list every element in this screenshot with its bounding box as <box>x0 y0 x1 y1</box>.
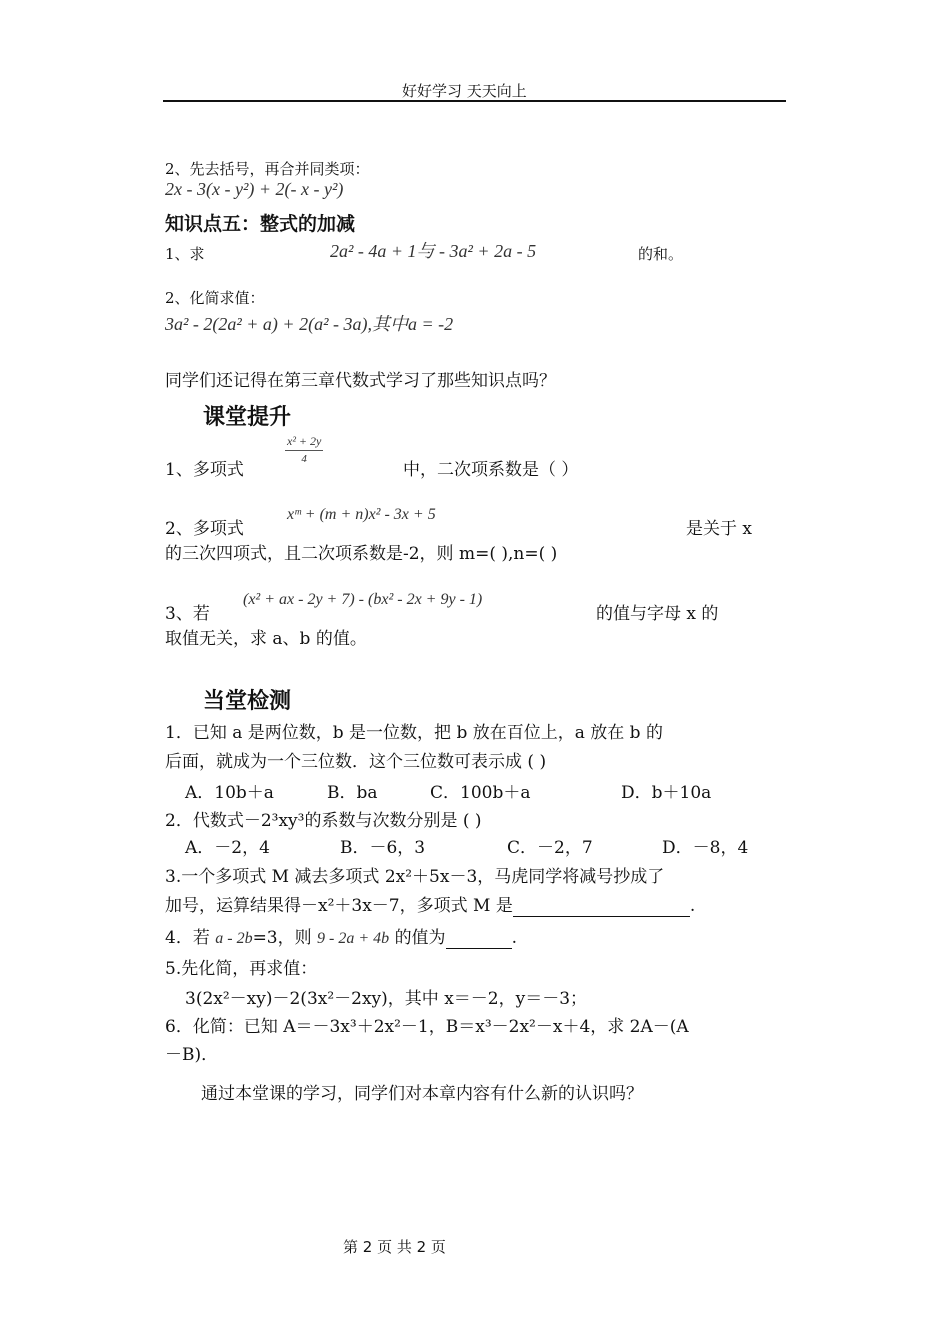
section5-heading: 知识点五：整式的加减 <box>165 213 356 235</box>
dt-q3-line2-text: 加号，运算结果得－x²＋3x－7，多项式 M 是 <box>165 896 513 916</box>
s5-item2-expression: 3a² - 2(2a² + a) + 2(a² - 3a),其中a = -2 <box>165 314 454 334</box>
kt-q2-suffix: 是关于 x <box>686 519 752 539</box>
kt-q3-suffix: 的值与字母 x 的 <box>596 604 719 624</box>
kt-q3-prefix: 3、若 <box>165 604 210 624</box>
kt-q2-line2: 的三次四项式，且二次项系数是-2，则 m=( ),n=( ) <box>165 544 558 564</box>
dt-q1-option-d: D．b＋10a <box>621 783 712 803</box>
dt-q4-mid: =3，则 <box>252 928 312 948</box>
dt-q1-option-b: B．ba <box>327 783 378 803</box>
ketang-heading: 课堂提升 <box>203 405 292 430</box>
closing-question: 通过本堂课的学习，同学们对本章内容有什么新的认识吗？ <box>201 1084 643 1104</box>
dt-q4-line <box>165 923 517 949</box>
dt-q2-line: 2．代数式－2³xy³的系数与次数分别是 ( ) <box>165 811 482 831</box>
s4-item2-expression: 2x - 3(x - y²) + 2(- x - y²) <box>165 179 344 199</box>
s5-item1-prefix: 1、求 <box>165 245 205 263</box>
s5-item1-suffix: 的和。 <box>638 245 684 263</box>
dt-q4-end: . <box>511 928 517 948</box>
dt-q4-prefix: 4．若 <box>165 928 210 948</box>
dt-q4-expr1: a - 2b <box>215 930 253 947</box>
dt-q3-line2 <box>165 891 695 917</box>
dangtang-heading: 当堂检测 <box>203 689 292 714</box>
dt-q5-line2: 3(2x²－xy)－2(3x²－2xy)，其中 x＝－2，y＝－3； <box>185 989 588 1009</box>
dt-q5-line1: 5.先化简，再求值： <box>165 959 318 979</box>
dt-q2-option-c: C．－2，7 <box>507 838 593 858</box>
dt-q3-line1: 3.一个多项式 M 减去多项式 2x²＋5x－3，马虎同学将减号抄成了 <box>165 867 665 887</box>
dt-q3-answer-blank[interactable] <box>513 896 690 917</box>
dt-q3-end: . <box>689 896 696 916</box>
s5-item1-expression: 2a² - 4a + 1与 - 3a² + 2a - 5 <box>330 241 537 261</box>
s4-item2-label: 2、先去括号，再合并同类项： <box>165 160 370 178</box>
dt-q2-option-a: A．－2，4 <box>185 838 270 858</box>
kt-q1-fraction-numerator: x² + 2y <box>285 434 323 451</box>
dt-q1-line1: 1．已知 a 是两位数，b 是一位数，把 b 放在百位上，a 放在 b 的 <box>165 723 663 743</box>
kt-q1-prefix: 1、多项式 <box>165 460 244 480</box>
header-divider <box>163 100 786 102</box>
kt-q2-prefix: 2、多项式 <box>165 519 244 539</box>
dt-q2-option-b: B．－6，3 <box>340 838 426 858</box>
dt-q4-expr2: 9 - 2a + 4b <box>317 930 390 947</box>
dt-q4-suffix: 的值为 <box>394 928 446 948</box>
s5-item2-label: 2、化简求值： <box>165 289 265 307</box>
kt-q2-expression: xᵐ + (m + n)x² - 3x + 5 <box>287 506 436 523</box>
dt-q1-option-a: A．10b＋a <box>185 783 274 803</box>
dt-q1-line2: 后面，就成为一个三位数．这个三位数可表示成 ( ) <box>165 752 547 772</box>
page-header-title: 好好学习 天天向上 <box>402 82 527 100</box>
kt-q3-expression: (x² + ax - 2y + 7) - (bx² - 2x + 9y - 1) <box>243 591 483 608</box>
dt-q4-answer-blank[interactable] <box>446 928 512 949</box>
dt-q1-option-c: C．100b＋a <box>430 783 531 803</box>
kt-q3-line2: 取值无关，求 a、b 的值。 <box>165 629 367 649</box>
page-footer: 第 2 页 共 2 页 <box>343 1238 446 1256</box>
kt-q1-suffix: 中，二次项系数是（ ） <box>403 460 579 480</box>
dt-q6-line2: －B)． <box>165 1045 219 1065</box>
dt-q2-option-d: D．－8，4 <box>662 838 749 858</box>
kt-q1-fraction-denominator: 4 <box>301 453 307 465</box>
kt-q1-fraction <box>285 434 323 465</box>
review-question: 同学们还记得在第三章代数式学习了那些知识点吗？ <box>165 371 556 391</box>
dt-q6-line1: 6．化简：已知 A＝－3x³＋2x²－1，B＝x³－2x²－x＋4，求 2A－(A <box>165 1017 689 1037</box>
